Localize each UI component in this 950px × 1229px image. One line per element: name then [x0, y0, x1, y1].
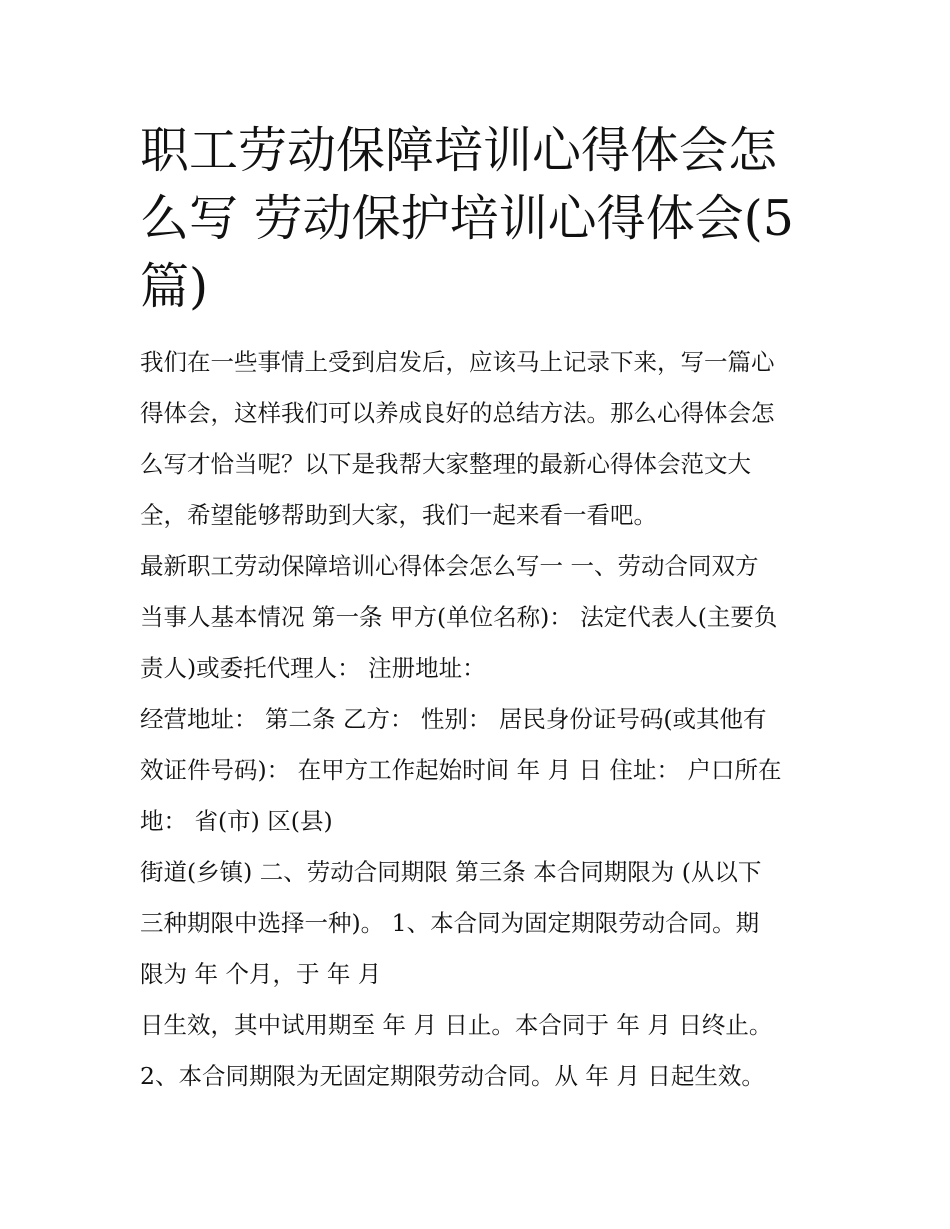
document-content: [140, 117, 820, 1102]
body-line-14: 日生效，其中试用期至 年 月 日止。本合同于 年 月 日终止。: [140, 1011, 773, 1039]
title-line-3: 篇): [140, 258, 209, 315]
body-line-10: 地： 省(市) 区(县): [140, 807, 333, 835]
body-line-8: 经营地址： 第二条 乙方： 性别： 居民身份证号码(或其他有: [140, 705, 767, 733]
body-line-15: 2、本合同期限为无固定期限劳动合同。从 年 月 日起生效。: [140, 1062, 765, 1090]
document-body: [140, 337, 820, 1102]
title-line-2: 么写 劳动保护培训心得体会(5: [140, 190, 794, 247]
body-line-11: 街道(乡镇) 二、劳动合同期限 第三条 本合同期限为 (从以下: [140, 858, 762, 886]
body-line-13: 限为 年 个月，于 年 月: [140, 960, 382, 988]
body-line-6: 当事人基本情况 第一条 甲方(单位名称)： 法定代表人(主要负: [140, 603, 778, 631]
body-line-7: 责人)或委托代理人： 注册地址：: [140, 654, 486, 682]
body-line-3: 么写才恰当呢？以下是我帮大家整理的最新心得体会范文大: [140, 450, 751, 478]
body-line-2: 得体会，这样我们可以养成良好的总结方法。那么心得体会怎: [140, 399, 775, 427]
document-title: [140, 117, 820, 321]
body-line-5: 最新职工劳动保障培训心得体会怎么写一 一、劳动合同双方: [140, 552, 759, 580]
body-line-9: 效证件号码)： 在甲方工作起始时间 年 月 日 住址： 户口所在: [140, 756, 782, 784]
title-line-1: 职工劳动保障培训心得体会怎: [140, 122, 778, 179]
body-line-12: 三种期限中选择一种)。 1、本合同为固定期限劳动合同。期: [140, 909, 760, 937]
body-line-1: 我们在一些事情上受到启发后，应该马上记录下来，写一篇心: [140, 348, 775, 376]
body-line-4: 全，希望能够帮助到大家，我们一起来看一看吧。: [140, 501, 657, 529]
